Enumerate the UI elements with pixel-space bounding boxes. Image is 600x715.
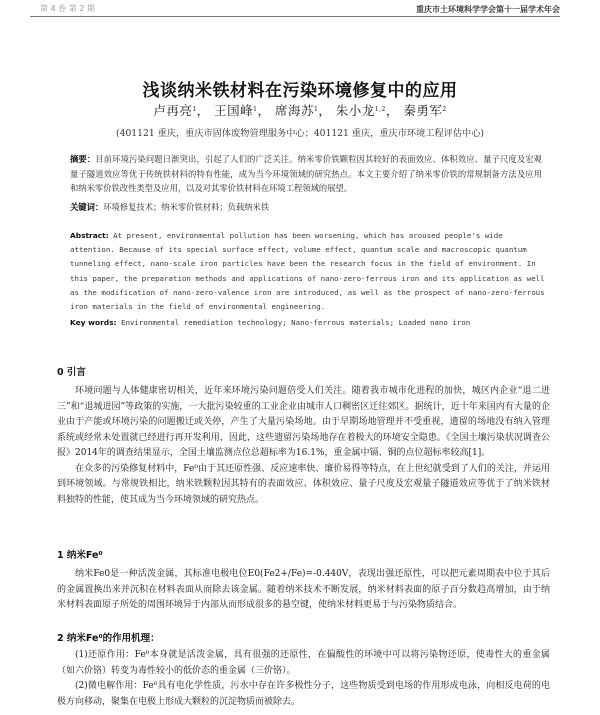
introduction-body bbox=[57, 384, 550, 508]
chinese-abstract bbox=[70, 152, 542, 196]
section-heading-mechanism: 2 纳米Fe⁰的作用机理： bbox=[57, 633, 160, 644]
chinese-keywords-label: 关键词： bbox=[70, 202, 104, 212]
english-keywords-text: Environmental remediation technology; Nano-ferrous materials; Loaded nano iron bbox=[120, 318, 471, 327]
chinese-abstract-text: 目前环境污染问题日渐突出，引起了人们的广泛关注。纳米零价铁颗粒因其较好的表面效应、体积效应、量子尺度及宏观量子隧道效应等优于传统铁材料的特有性能，成为当今环境领域的研究热点。本文主要介绍了纳米零价铁的常规制备方法及应用和纳米零价铁改性类型及应用，以及对其零价铁材料在环境工程领域的展望。 bbox=[70, 154, 542, 193]
section-heading-introduction: 0 引言 bbox=[57, 367, 86, 378]
paragraph: (1)还原作用：Fe⁰本身就是活泼金属，具有很强的还原性，在偏酸性的环境中可以将污染物还原，使毒性大的重金属（如六价铬）转变为毒性较小的低价态的重金属（三价铬）。 bbox=[57, 650, 550, 676]
author-5-affil: 2 bbox=[442, 106, 447, 113]
author-1: 卢再亮 bbox=[153, 103, 193, 118]
author-4-affil: 1,2 bbox=[374, 106, 386, 113]
english-keywords bbox=[70, 318, 548, 327]
paragraph: 在众多的污染修复材料中，Fe⁰由于其还原性强、反应速率快、廉价易得等特点，在上世纪就受到了人们的关注，并运用到环境领域。与常规铁相比，纳米铁颗粒因其特有的表面效应、体积效应、量子尺度及宏观量子隧道效应等优于了纳米铁材料独特的性能，使其成为当今环境领域的研究热点。 bbox=[57, 463, 550, 505]
section-heading-nano-iron: 1 纳米Fe⁰ bbox=[57, 550, 103, 561]
chinese-keywords bbox=[70, 201, 542, 213]
nano-iron-body bbox=[57, 567, 550, 614]
paragraph: 环境问题与人体健康密切相关，近年来环境污染问题倍受人们关注。随着我市城市化进程的加快，城区内企业“退二进三”和“退城进园”等政策的实施，一大批污染较重的工业企业由城市人口稠密区迁往郊区。据统计，近十年来国内有大量的企业由于产能或环境污染的问题搬迁或关停，产生了大量污染场地。由于早期场地管理并不受重视，遗留的场地没有纳入管理系统或经常未处置就已经进行再开发利用，因此，这些遗留污染场地存在着极大的环境安全隐患。《全国土壤污染状况调查公报》2014年的调查结果显示，全国土壤监测点位总超标率为16.1%，重金属中镉、铜的点位超标率较高[1]。 bbox=[57, 386, 550, 458]
header-conference-name: 重庆市土环境科学学会第十一届学术年会 bbox=[416, 5, 560, 14]
mechanism-body bbox=[57, 648, 550, 710]
author-2-affil: 1 bbox=[253, 106, 258, 113]
paragraph: 纳米Fe0是一种活泼金属，其标准电极电位E0(Fe2+/Fe)=-0.440V，表现出强还原性，可以把元素周期表中位于其后的金属置换出来并沉积在材料表面从而除去该金属。随着纳米技术不断发展，纳米材料表面的原子百分数趋高增加，由于纳米材料表面原子所处的周围环境异于内部从而形成很多的悬空键，使纳米材料更易于与污染物质结合。 bbox=[57, 569, 550, 610]
author-3: 席海苏 bbox=[274, 103, 314, 118]
paper-title: 浅谈纳米铁材料在污染环境修复中的应用 bbox=[142, 81, 458, 101]
chinese-abstract-label: 摘要： bbox=[70, 154, 96, 164]
english-abstract-text: At present, environmental pollution has been worsening, which has aroused people's wide attention. Because of its special surface effect, volume effect, quantum scale and macroscopic quantum tunneling effect, nano-scale iron particles have been the research focus in the field of environment. In this paper, the preparation methods and applications of nano-zero-ferrous iron and its application as well as the modification of nano-zero-valence iron are introduced, as well as the prospect of nano-zero-ferrous iron materials in the field of environmental engineering. bbox=[70, 231, 545, 312]
header-rule bbox=[30, 16, 560, 17]
english-keywords-label: Key words: bbox=[70, 318, 117, 327]
author-1-affil: 1 bbox=[192, 106, 197, 113]
chinese-keywords-text: 环境修复技术；纳米零价铁材料；负载纳米铁 bbox=[103, 202, 270, 212]
page-header bbox=[0, 0, 600, 22]
header-left-text: 第 4 卷 第 2 期 bbox=[40, 4, 95, 13]
author-2: 王国峰 bbox=[214, 103, 254, 118]
english-abstract-label: Abstract: bbox=[70, 231, 109, 240]
english-abstract bbox=[70, 229, 548, 314]
paragraph: (2)微电解作用：Fe⁰具有电化学性质，污水中存在许多极性分子，这些物质受到电场的作用形成电泳，向相反电荷的电极方向移动，聚集在电极上形成大颗粒的沉淀物质而被除去。 bbox=[57, 681, 550, 707]
author-list: 卢再亮$^1$， 王国峰$^1$， 席海苏$^1$， 朱小龙$^{1,2}$， 秦勇军$^2$ bbox=[153, 103, 447, 118]
author-5: 秦勇军 bbox=[403, 103, 443, 118]
author-3-affil: 1 bbox=[313, 106, 319, 113]
affiliation: (401121 重庆，重庆市固体废物管理服务中心；401121 重庆，重庆市环境工程评估中心) bbox=[116, 128, 484, 139]
author-4: 朱小龙 bbox=[335, 103, 375, 118]
